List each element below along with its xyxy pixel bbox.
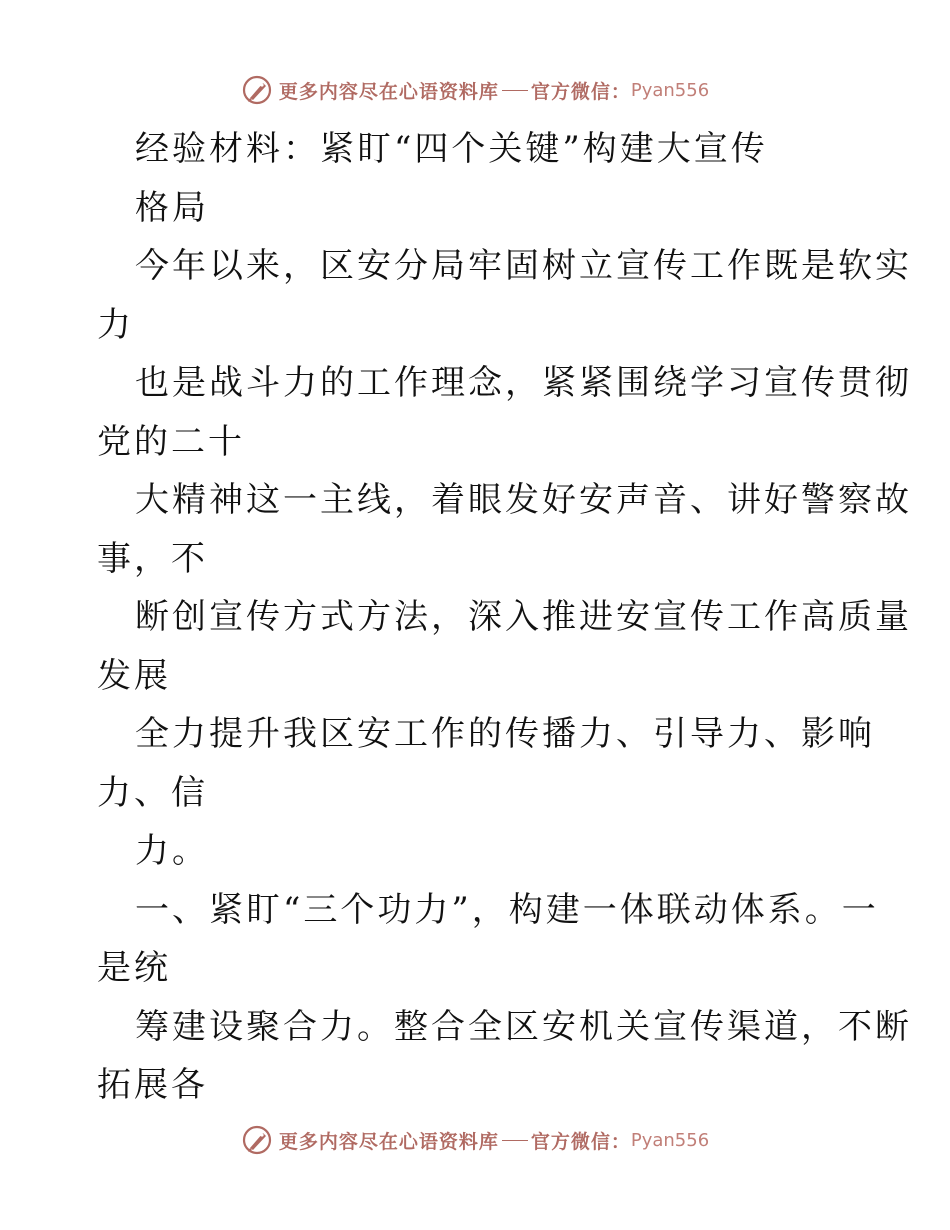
paragraph-line: 筹建设聚合力。整合全区安机关宣传渠道，不断 <box>135 1006 912 1047</box>
paragraph-line: 党的二十 <box>97 421 245 462</box>
wechat-label: 官方微信： <box>530 1130 631 1153</box>
wechat-id: Pyan556 <box>630 79 710 101</box>
paragraph-line: 全力提升我区安工作的传播力、引导力、影响 <box>135 714 875 754</box>
paragraph-line: 力 <box>97 304 134 345</box>
wechat-id: Pyan556 <box>630 1129 710 1151</box>
banner-divider <box>502 1140 528 1141</box>
footer-banner <box>0 1120 950 1160</box>
paragraph-line: 是统 <box>97 948 171 988</box>
banner-text: 更多内容尽在心语资料库 <box>278 80 499 103</box>
section-heading-line: 一、紧盯“三个功力”，构建一体联动体系。一 <box>135 889 879 930</box>
document-title-continued: 格局 <box>135 187 209 228</box>
paragraph-line: 力、信 <box>97 772 208 813</box>
banner-text: 更多内容尽在心语资料库 <box>278 1130 499 1153</box>
paragraph-line: 事，不 <box>97 538 208 579</box>
paragraph-line: 发展 <box>97 655 171 696</box>
quill-pen-logo-icon <box>241 74 273 106</box>
wechat-label: 官方微信： <box>530 80 631 103</box>
quill-pen-logo-icon <box>241 1124 273 1156</box>
document-body <box>97 120 912 1115</box>
banner-divider <box>502 90 528 91</box>
document-title: 经验材料：紧盯“四个关键”构建大宣传 <box>135 129 768 169</box>
paragraph-line: 断创宣传方式方法，深入推进安宣传工作高质量 <box>135 597 912 637</box>
paragraph-line: 今年以来，区安分局牢固树立宣传工作既是软实 <box>135 246 912 286</box>
header-banner <box>0 70 950 110</box>
paragraph-line: 也是战斗力的工作理念，紧紧围绕学习宣传贯彻 <box>135 363 912 403</box>
paragraph-line: 力。 <box>135 831 209 871</box>
paragraph-line: 大精神这一主线，着眼发好安声音、讲好警察故 <box>135 480 912 520</box>
paragraph-line: 拓展各 <box>97 1065 208 1105</box>
